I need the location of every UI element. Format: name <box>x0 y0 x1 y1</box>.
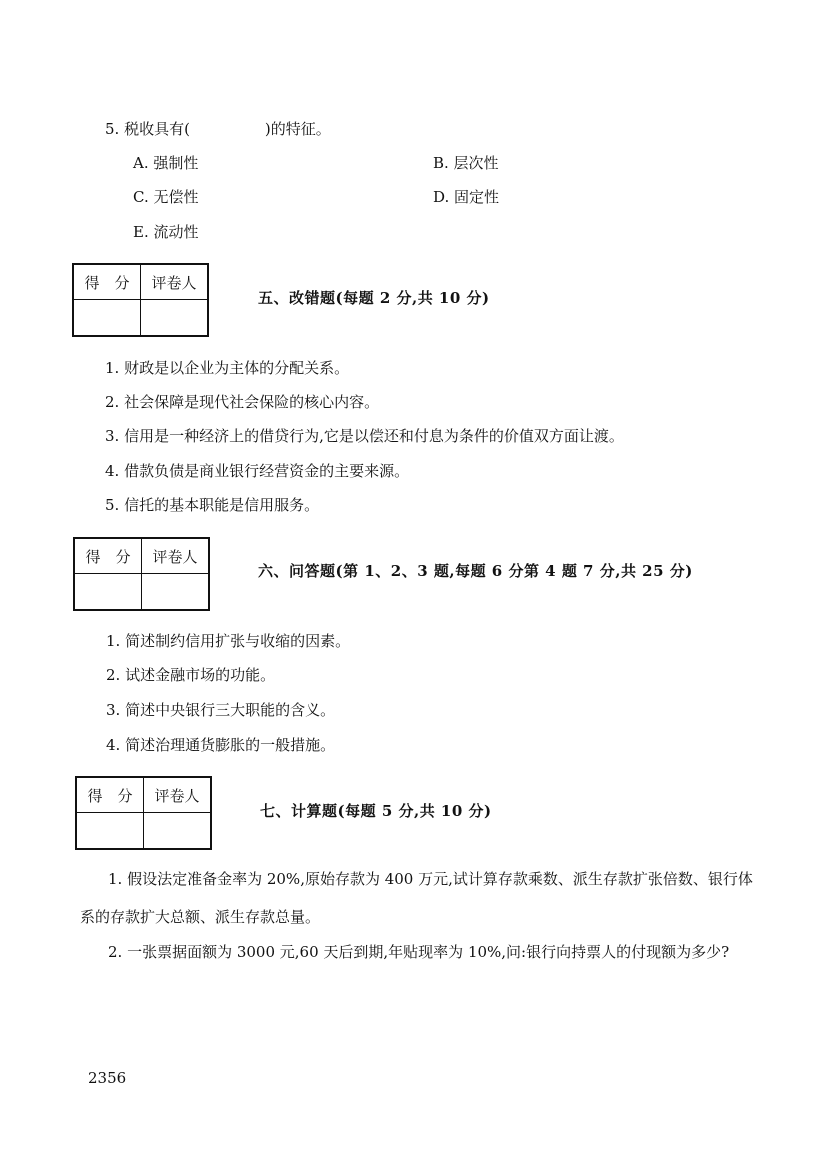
section5-item-2: 2. 社会保障是现代社会保险的核心内容。 <box>105 393 380 411</box>
q5-option-d: D. 固定性 <box>433 188 500 206</box>
section6-item-3: 3. 简述中央银行三大职能的含义。 <box>106 701 336 719</box>
section6-item-4: 4. 简述治理通货膨胀的一般措施。 <box>106 736 336 754</box>
score-label: 得 分 <box>73 264 141 300</box>
section7-item-2: 2. 一张票据面额为 3000 元,60 天后到期,年贴现率为 10%,问:银行向持票人的付现额为多少? <box>108 943 730 961</box>
q5-option-a: A. 强制性 <box>133 154 199 172</box>
grader-label: 评卷人 <box>144 777 212 813</box>
q5-option-e: E. 流动性 <box>133 223 199 241</box>
score-box-section6 <box>73 537 210 611</box>
section7-item-1: 1. 假设法定准备金率为 20%,原始存款为 400 万元,试计算存款乘数、派生存款扩张倍数、银行体系的存款扩大总额、派生存款总量。 <box>80 870 753 926</box>
section6-item-2: 2. 试述金融市场的功能。 <box>106 666 276 684</box>
score-label: 得 分 <box>76 777 144 813</box>
q5-stem: 5. 税收具有( )的特征。 <box>105 120 331 138</box>
score-cell <box>74 574 142 611</box>
grader-cell <box>141 300 209 337</box>
score-label: 得 分 <box>74 538 142 574</box>
grader-label: 评卷人 <box>141 264 209 300</box>
q5-option-c: C. 无偿性 <box>133 188 199 206</box>
grader-cell <box>144 813 212 850</box>
section7-title: 七、计算题(每题 5 分,共 10 分) <box>260 802 492 820</box>
section5-item-3: 3. 信用是一种经济上的借贷行为,它是以偿还和付息为条件的价值双方面让渡。 <box>105 427 624 445</box>
grader-cell <box>142 574 210 611</box>
score-cell <box>76 813 144 850</box>
section5-item-5: 5. 信托的基本职能是信用服务。 <box>105 496 320 514</box>
section6-item-1: 1. 简述制约信用扩张与收缩的因素。 <box>106 632 351 650</box>
page-code: 2356 <box>88 1069 127 1087</box>
score-box-section7 <box>75 776 212 850</box>
section6-title: 六、问答题(第 1、2、3 题,每题 6 分第 4 题 7 分,共 25 分) <box>258 562 693 580</box>
score-box-section5 <box>72 263 209 337</box>
score-cell <box>73 300 141 337</box>
section5-title: 五、改错题(每题 2 分,共 10 分) <box>258 289 490 307</box>
grader-label: 评卷人 <box>142 538 210 574</box>
q5-option-b: B. 层次性 <box>433 154 499 172</box>
section5-item-1: 1. 财政是以企业为主体的分配关系。 <box>105 359 350 377</box>
section5-item-4: 4. 借款负债是商业银行经营资金的主要来源。 <box>105 462 410 480</box>
